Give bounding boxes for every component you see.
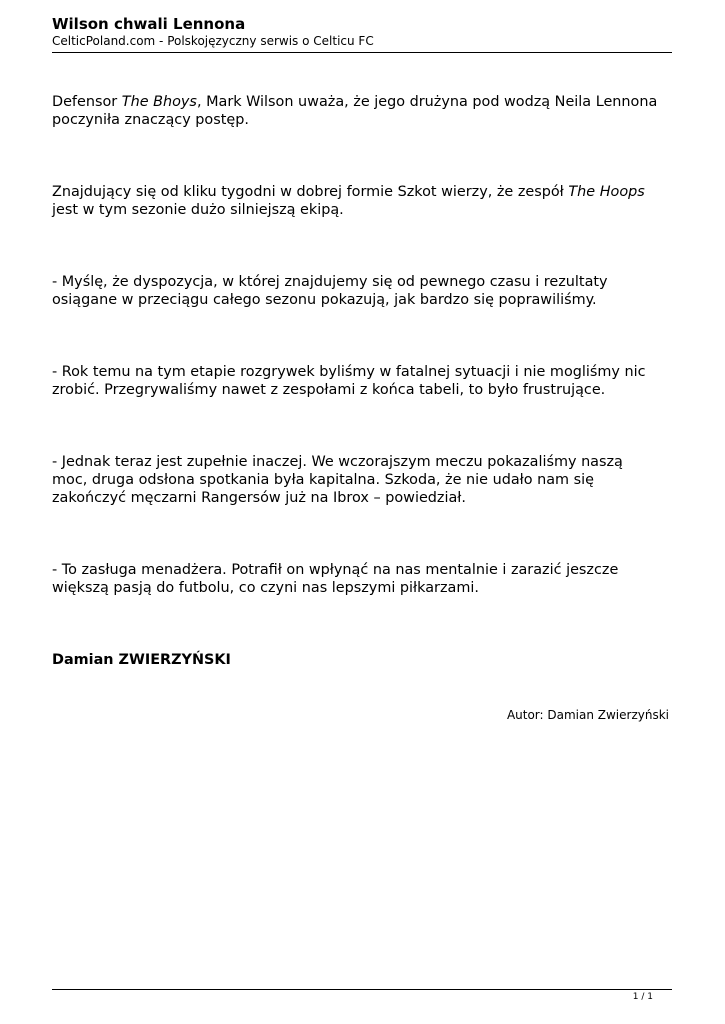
text-span: zrobić. Przegrywaliśmy nawet z zespołami z końca tabeli, to było frustrujące. bbox=[52, 382, 606, 398]
article-body bbox=[52, 93, 672, 669]
team-nickname: The Hoops bbox=[568, 184, 645, 200]
paragraph-2 bbox=[52, 183, 672, 219]
text-span: Defensor bbox=[52, 94, 122, 110]
page-title: Wilson chwali Lennona bbox=[52, 15, 246, 33]
text-span: - Rok temu na tym etapie rozgrywek byliśmy w fatalnej sytuacji i nie mogliśmy nic bbox=[52, 364, 646, 380]
page-number: 1 / 1 bbox=[632, 992, 653, 1002]
header-divider bbox=[52, 52, 672, 53]
footer-divider bbox=[52, 989, 672, 990]
text-span: większą pasją do futbolu, co czyni nas lepszymi piłkarzami. bbox=[52, 580, 479, 596]
text-span: , Mark Wilson uważa, że jego drużyna pod wodzą Neila Lennona bbox=[196, 94, 658, 110]
paragraph-5 bbox=[52, 453, 672, 507]
text-span: - To zasługa menadżera. Potrafił on wpłynąć na nas mentalnie i zarazić jeszcze bbox=[52, 562, 619, 578]
page-header bbox=[52, 15, 672, 49]
text-span: poczyniła znaczący postęp. bbox=[52, 112, 249, 128]
text-span: jest w tym sezonie dużo silniejszą ekipą. bbox=[52, 202, 344, 218]
text-span: - Jednak teraz jest zupełnie inaczej. We wczorajszym meczu pokazaliśmy naszą bbox=[52, 454, 623, 470]
paragraph-1 bbox=[52, 93, 672, 129]
text-span: osiągane w przeciągu całego sezonu pokazują, jak bardzo się poprawiliśmy. bbox=[52, 292, 597, 308]
author-credit: Autor: Damian Zwierzyński bbox=[506, 708, 669, 722]
text-span: zakończyć męczarni Rangersów już na Ibrox – powiedział. bbox=[52, 490, 466, 506]
paragraph-4 bbox=[52, 363, 672, 399]
text-span: Znajdujący się od kliku tygodni w dobrej formie Szkot wierzy, że zespół bbox=[52, 184, 569, 200]
author-signature: Damian ZWIERZYŃSKI bbox=[52, 652, 231, 668]
text-span: - Myślę, że dyspozycja, w której znajdujemy się od pewnego czasu i rezultaty bbox=[52, 274, 608, 290]
site-subtitle: CelticPoland.com - Polskojęzyczny serwis o Celticu FC bbox=[52, 34, 374, 48]
team-nickname: The Bhoys bbox=[121, 94, 197, 110]
paragraph-3 bbox=[52, 273, 672, 309]
text-span: moc, druga odsłona spotkania była kapitalna. Szkoda, że nie udało nam się bbox=[52, 472, 594, 488]
paragraph-6 bbox=[52, 561, 672, 597]
